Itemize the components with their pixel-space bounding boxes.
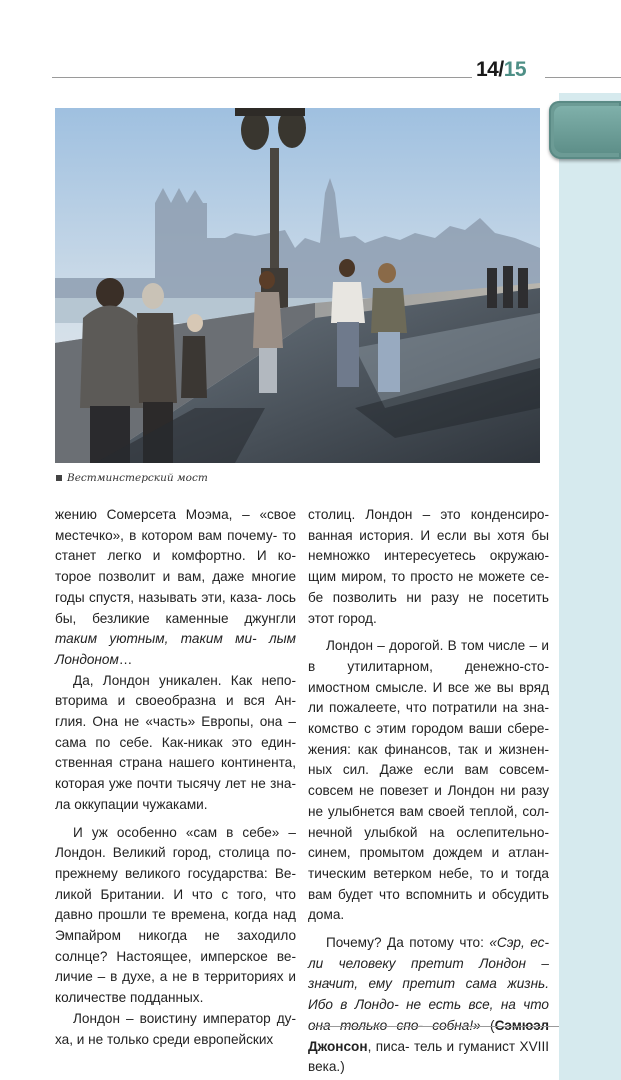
paragraph-continued: столиц. Лондон – это конденсиро- ванная история. И если вы хотя бы немножко интересуетесь окружаю- щим миром, то просто не можете се- бе позволить ни разу не посетить этот город. — [308, 507, 549, 626]
paragraph-line: то станет легко и комфортно. И ко- — [55, 527, 296, 564]
side-color-strip — [559, 93, 621, 1080]
paragraph-text: … — [118, 651, 133, 667]
italic-quote: таким уютным, таким ми- — [55, 631, 257, 647]
page-current: 14 — [476, 58, 499, 81]
page-next: 15 — [503, 58, 527, 81]
page-number — [476, 58, 526, 82]
paragraph-line: торое позволит и вам, даже многие — [55, 569, 296, 585]
paragraph-line: жению Сомерсета Моэма, – «свое — [55, 507, 296, 522]
paragraph: И уж особенно «сам в себе» – Лондон. Великий город, столица по- прежнему великого государства: Ве- ликой Британии. И что с того, что давно прошли те времена, когда над Эмпайром никогда не заходило солнце? Настоящее, имперское ве- личие – в духе, а не в территориях и количестве подданных. — [55, 824, 296, 1006]
paragraph-text: джунгли — [244, 610, 296, 626]
westminster-bridge-photo — [55, 108, 540, 463]
paragraph-line: годы спустя, называть эти, каза- — [55, 589, 263, 605]
paragraph-line: местечко», в котором вам почему- — [55, 527, 278, 543]
paragraph-text: Почему? Да потому что: — [326, 935, 490, 951]
paragraph-line: лось бы, безликие каменные — [55, 589, 296, 626]
paragraph: Да, Лондон уникален. Как непо- вторима и своеобразна и вся Ан- глия. Она не «часть» Европы, она – сама по себе. Как-никак это един- ственная страна нашего континента, которая уже почти тысячу лет не зна- ла оккупации чужаками. — [55, 672, 296, 812]
paragraph-quote — [308, 933, 549, 1078]
quote-author: Сэмюэл Джонсон — [308, 1017, 549, 1054]
johnson-quote: «Сэр, ес- ли человеку претит Лондон – значит, ему претит сама жизнь. Ибо в Лондо- не есть все, на что она только спо- собна!» — [308, 935, 550, 1033]
paragraph: Лондон – дорогой. В том числе – и в утилитарном, денежно-сто- имостном смысле. И все же вы вряд ли пожалеете, что потратили на зна- комство с этим городом ваши сбере- жения: как финансов, так и жизнен- ных сил. Даже если вам совсем- совсем не повезет и Лондон ни разу не улыбнется вам своей теплой, сол- нечной улыбкой на ослепительно- синем, промытом дождем и атлан- тическим ветерком небе, то и тогда вам будет что вспомнить и обсудить дома. — [308, 638, 549, 923]
page-separator: / — [498, 58, 504, 81]
paragraph-text: , писа- тель и гуманист XVIII века.) — [308, 1038, 549, 1075]
text-column-left — [55, 505, 296, 1050]
header-rule — [52, 77, 472, 78]
paragraph-continued — [55, 505, 296, 671]
text-column-right — [308, 505, 549, 1078]
italic-quote: лым Лондоном — [55, 631, 296, 667]
paragraph: Лондон – воистину император ду- ха, и не только среди европейских — [55, 1010, 296, 1047]
chapter-tab — [549, 101, 621, 159]
caption-bullet-icon — [56, 475, 62, 481]
caption-text: Вестминстерский мост — [67, 472, 208, 484]
figure-caption — [56, 472, 208, 484]
paragraph-text: ( — [480, 1017, 495, 1033]
header-rule-right — [545, 77, 621, 78]
footer-rule — [312, 1026, 559, 1027]
